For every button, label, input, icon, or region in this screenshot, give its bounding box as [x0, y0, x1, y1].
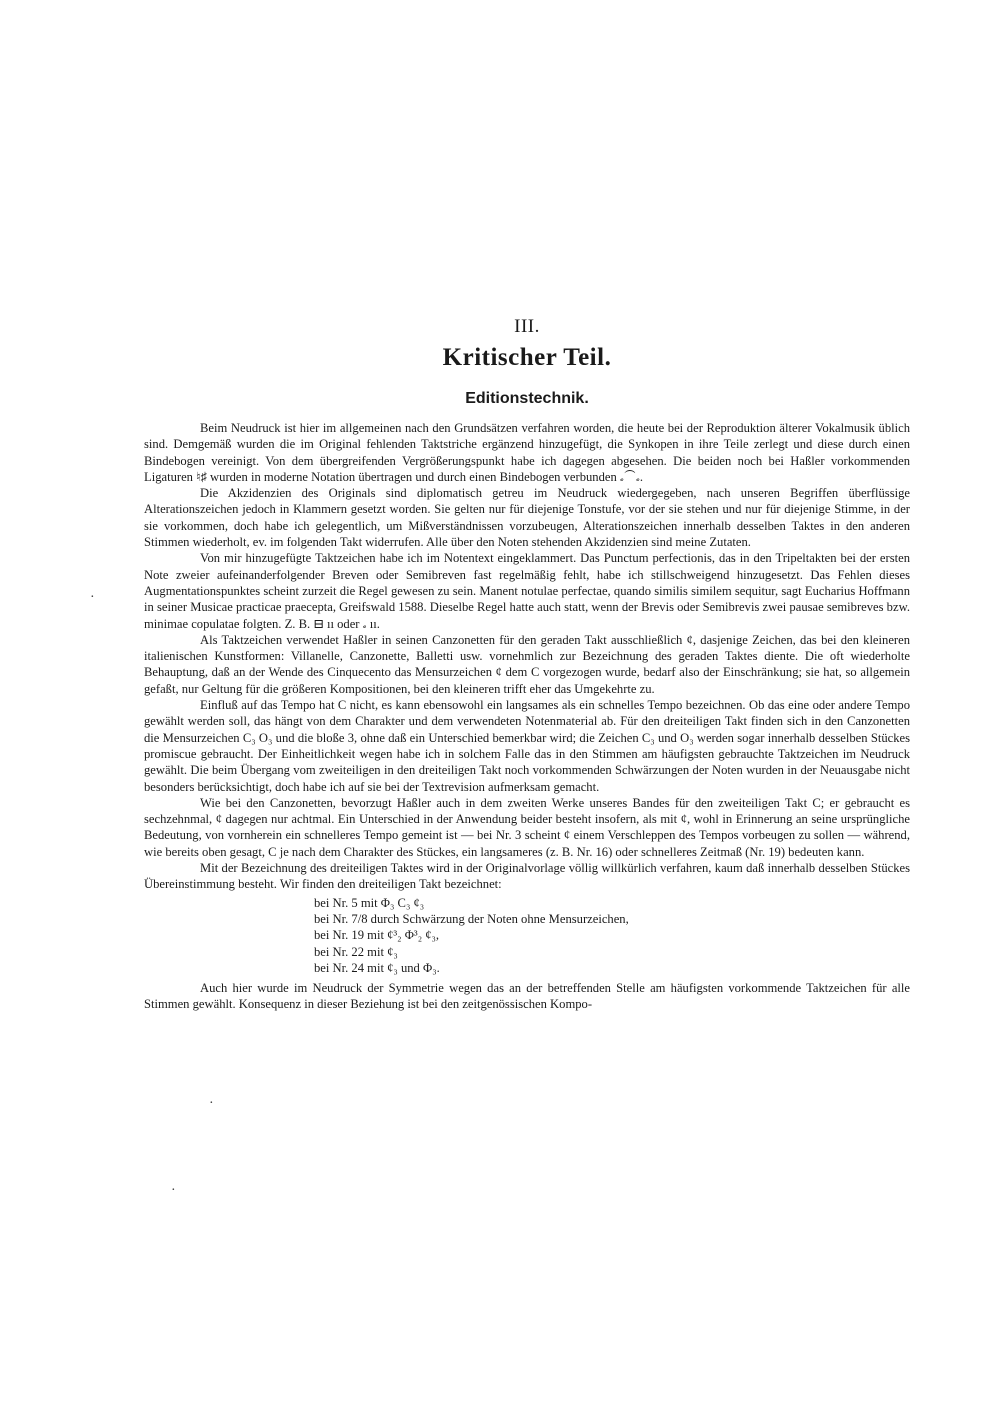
paragraph-reproduction: Beim Neudruck ist hier im allgemeinen nach den Grundsätzen verfahren worden, die heute bei der Reproduktion älterer Vokalmusik üblich sind. Demgemäß wurden die im Original fehlenden Taktstriche ergänzend hinzugefügt, die Synkopen in ihre Teile zerlegt und diese durch einen Bindebogen vereinigt. Von dem übergreifenden Vergrößerungspunkt habe ich dagegen abgesehen. Die beiden noch bei Haßler vorkommenden Ligaturen ♮♯ wurden in moderne Notation übertragen und durch einen Bindebogen verbunden 𝅗⁀𝅗. — [144, 421, 910, 484]
page-content — [144, 316, 910, 1013]
paragraph-second-work: Wie bei den Canzonetten, bevorzugt Haßler auch in dem zweiten Werke unseres Bandes für den zweiteiligen Takt C; er gebraucht es sechzehnmal, ¢ dagegen nur achtmal. Ein Unterschied in der Anwendung beider besteht insofern, als mit ¢, wohl in Erinnerung an seine ursprüngliche Bedeutung, von vornherein ein schnelleres Tempo gemeint ist — bei Nr. 3 scheint ¢ einem Verschleppen des Tempos vorbeugen zu sollen — während, wie bereits oben gesagt, C je nach dem Charakter des Stückes, ein langsameres (z. B. Nr. 16) oder schnelleres Zeitmaß (Nr. 19) bedeuten kann. — [144, 795, 910, 859]
paragraph-time-signatures: Von mir hinzugefügte Taktzeichen habe ich im Notentext eingeklammert. Das Punctum perfectionis, das in den Tripeltakten bei der ersten Note zweier aufeinanderfolgender Breven oder Semibreven fast regelmäßig fehlt, habe ich stillschweigend hinzugesetzt. Das Fehlen dieses Augmentationspunktes scheint zurzeit die Regel gewesen zu sein. Manent notulae perfectae, quando similis similem sequitur, sagt Eucharius Hoffmann in seiner Musicae practicae praecepta, Greifswald 1588. Dieselbe Regel hatte auch statt, wenn der Brevis oder Semibrevis zwei pausae semibreves bzw. minimae copulatae folgten. Z. B. ⊟ ıı oder 𝅗 ıı. — [144, 551, 910, 631]
list-item: bei Nr. 24 mit ¢₃ und Φ₃. — [314, 960, 440, 975]
margin-mark: · — [209, 1096, 214, 1111]
list-item: bei Nr. 22 mit ¢₃ — [314, 944, 398, 959]
signature-list — [314, 895, 910, 976]
paragraph-tempo: Einfluß auf das Tempo hat C nicht, es kann ebensowohl ein langsames als ein schnelles Tempo bezeichnen. Ob das eine oder andere Tempo gewählt werden soll, das hängt von dem Charakter und dem verwendeten Notenmaterial ab. Für den dreiteiligen Takt finden sich in den Canzonetten die Mensurzeichen C₃ O₃ und die bloße 3, ohne daß ein Unterschied bemerkbar wird; die Zeichen C₃ und O₃ werden sogar innerhalb desselben Stückes promiscue gebraucht. Der Einheitlichkeit wegen habe ich in solchem Falle das in den Stimmen am häufigsten gebrauchte Taktzeichen im Neudruck gewählt. Die beim Übergang vom zweiteiligen in den dreiteiligen Takt noch vorkommenden Schwärzungen der Noten wurden in der Neuausgabe nicht besonders berücksichtigt, doch habe ich auf sie bei der Textrevision aufmerksam gemacht. — [144, 698, 910, 794]
paragraph-canzonetten: Als Taktzeichen verwendet Haßler in seinen Canzonetten für den geraden Takt ausschließlich ¢, dasjenige Zeichen, das bei den kleineren italienischen Kunstformen: Villanelle, Canzonette, Balletti usw. vornehmlich zur Bezeichnung des geraden Taktes diente. Die oft wiederholte Behauptung, daß an der Wende des Cinquecento das Mensurzeichen ¢ dem C vorgezogen wurde, bedarf also der Einschränkung; sie hat, so allgemein gefaßt, nur Geltung für die größeren Kompositionen, bei den kleineren trifft eher das Umgekehrte zu. — [144, 632, 910, 696]
list-item: bei Nr. 19 mit ¢³₂ Φ³₂ ¢₃, — [314, 928, 440, 943]
margin-mark: · — [90, 590, 95, 605]
list-item: bei Nr. 5 mit Φ₃ C₃ ¢₃ — [314, 895, 425, 910]
page-title: Kritischer Teil. — [442, 344, 612, 371]
part-number: III. — [514, 316, 540, 337]
paragraph-final: Auch hier wurde im Neudruck der Symmetrie wegen das an der betreffenden Stelle am häufigsten vorkommende Taktzeichen für alle Stimmen gewählt. Konsequenz in dieser Beziehung ist bei den zeitgenössischen Kompo- — [144, 981, 910, 1012]
paragraph-accidentals: Die Akzidenzien des Originals sind diplomatisch getreu im Neudruck wiedergegeben, nach unseren Begriffen überflüssige Alterationszeichen jedoch in Klammern gesetzt worden. Sie gelten nur für diejenige Tonstufe, vor der sie stehen und nur für diejenige Stimme, in der sie vorkommen, doch habe ich gelegentlich, um Mißverständnissen vorzubeugen, Alterationszeichen innerhalb desselben Taktes in den anderen Stimmen wiederholt, ev. im folgenden Takt widerrufen. Alle über den Noten stehenden Akzidenzien sind meine Zutaten. — [144, 486, 910, 550]
section-heading: Editionstechnik. — [465, 390, 589, 407]
margin-mark: · — [171, 1183, 176, 1198]
list-item: bei Nr. 7/8 durch Schwärzung der Noten ohne Mensurzeichen, — [314, 911, 629, 926]
paragraph-triple-meter: Mit der Bezeichnung des dreiteiligen Taktes wird in der Originalvorlage völlig willkürlich verfahren, kaum daß innerhalb desselben Stückes Übereinstimmung besteht. Wir finden den dreiteiligen Takt bezeichnet: — [144, 861, 910, 892]
